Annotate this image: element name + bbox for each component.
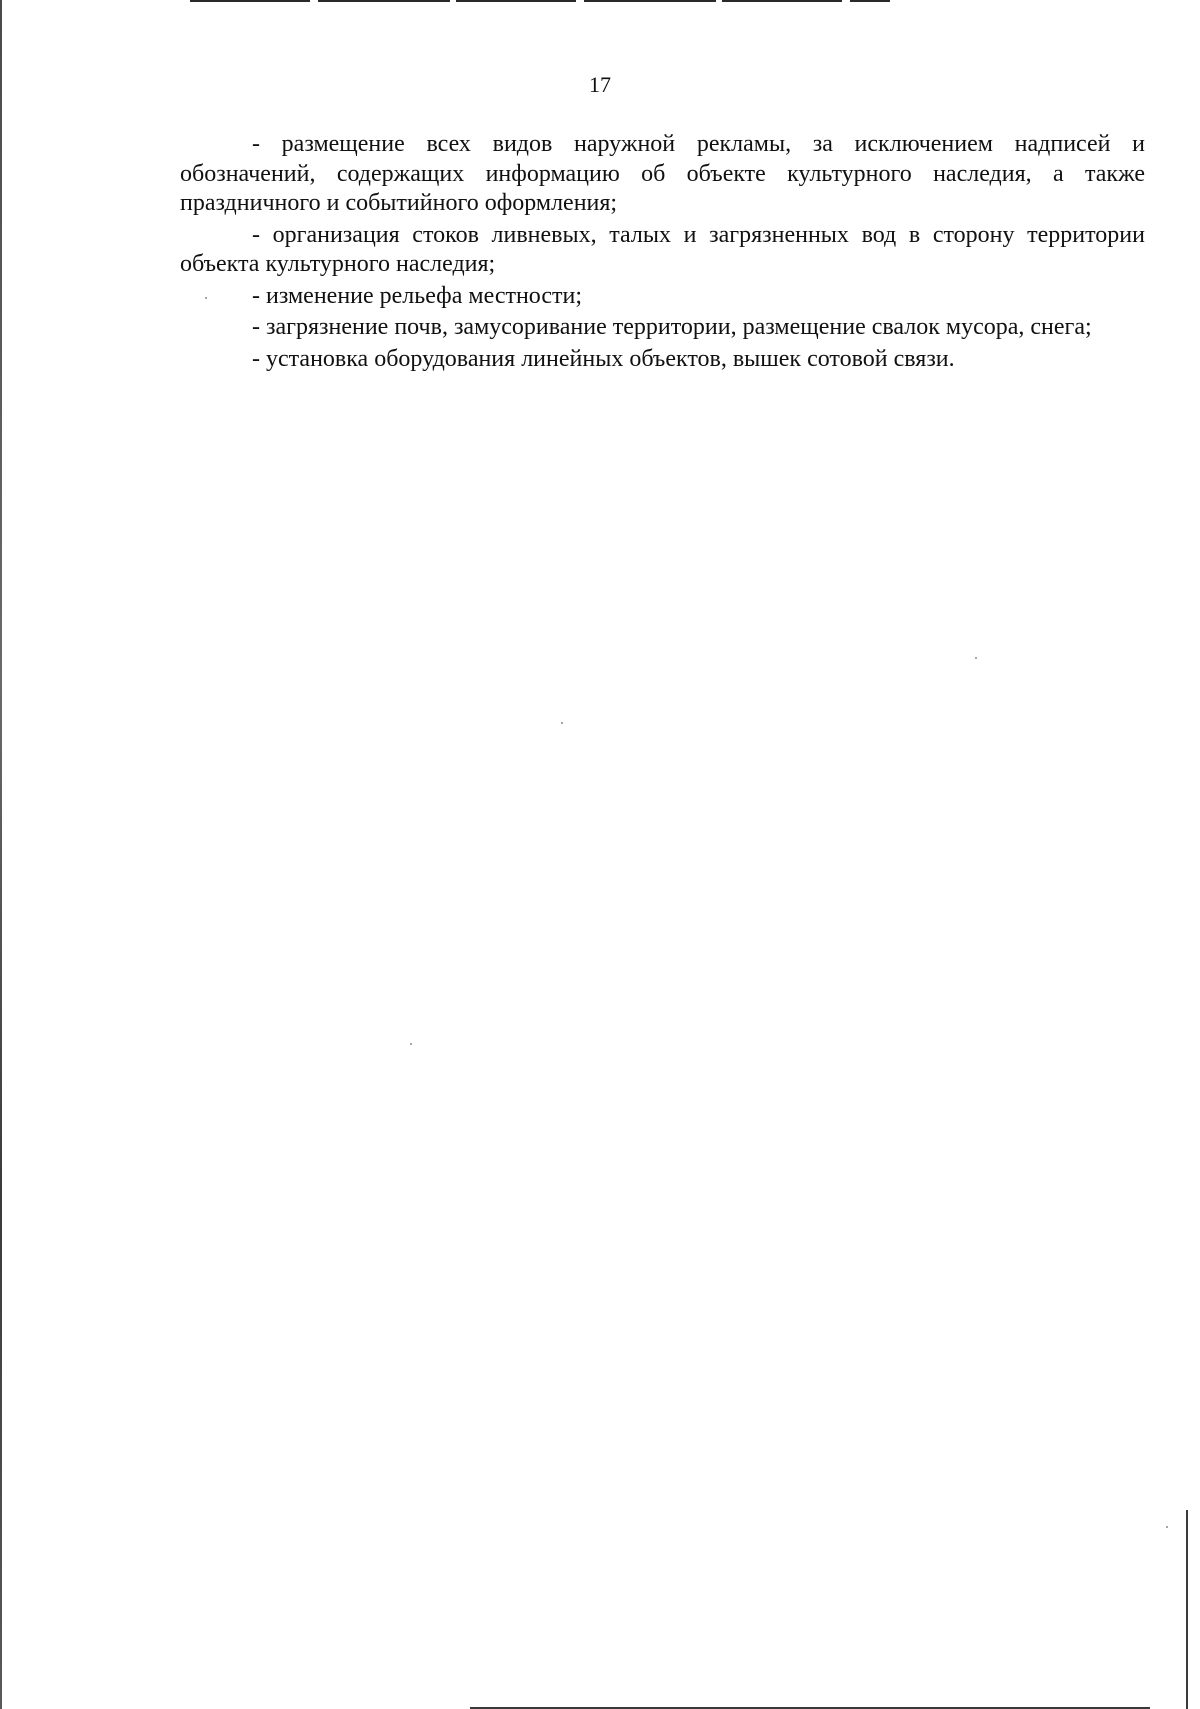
- restriction-item: - установка оборудования линейных объектов, вышек сотовой связи.: [252, 345, 955, 372]
- restriction-item: - организация стоков ливневых, талых и загрязненных вод в сторону территории объекта культурного наследия;: [180, 221, 1145, 277]
- scan-speck: [561, 722, 563, 724]
- scan-speck: [410, 1043, 412, 1045]
- scan-edge-right: [1186, 1510, 1188, 1709]
- scan-edge-top: [190, 0, 890, 2]
- restriction-item: - изменение рельефа местности;: [252, 282, 583, 309]
- scan-edge-left: [0, 0, 2, 1709]
- scan-speck: [205, 297, 207, 299]
- restriction-item: - загрязнение почв, замусоривание территории, размещение свалок мусора, снега;: [252, 314, 1092, 340]
- page-number: 17: [589, 72, 611, 97]
- restrictions-list: [180, 130, 1145, 376]
- scan-speck: [975, 657, 977, 659]
- restriction-item: - размещение всех видов наружной рекламы, за исключением надписей и обозначений, содержащих информацию об объекте культурного наследия, а также праздничного и событийного оформления;: [180, 131, 1145, 216]
- scan-speck: [1166, 1526, 1168, 1528]
